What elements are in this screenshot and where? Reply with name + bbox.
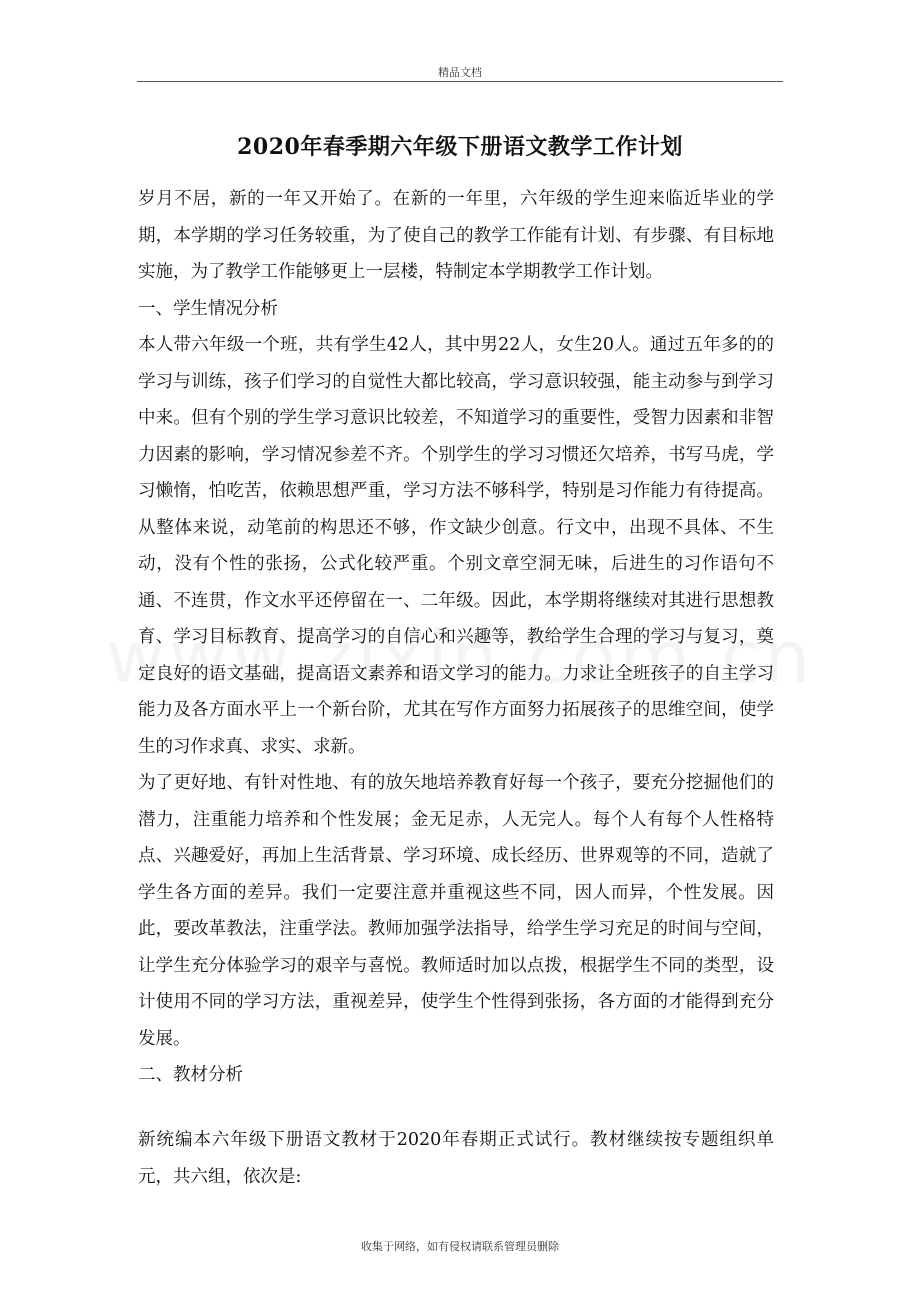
page-header: 精品文档 — [438, 66, 482, 79]
section-heading-materials: 二、教材分析 — [138, 1065, 243, 1085]
materials-body — [138, 1122, 774, 1195]
document-title: 2020年春季期六年级下册语文教学工作计划 — [237, 134, 683, 160]
teaching-approach-paragraph: 为了更好地、有针对性地、有的放矢地培养教育好每一个孩子，要充分挖掘他们的潜力，注重能力培养和个性发展；金无足赤，人无完人。每个人有每个人性格特点、兴趣爱好，再加上生活背景、学习环境、成长经历、世界观等的不同，造就了学生各方面的差异。我们一定要注意并重视这些不同，因人而异，个性发展。因此，要改革教法，注重学法。教师加强学法指导，给学生学习充足的时间与空间，让学生充分体验学习的艰辛与喜悦。教师适时加以点拨，根据学生不同的类型，设计使用不同的学习方法，重视差异，使学生个性得到张扬，各方面的才能得到充分发展。 — [138, 773, 774, 1049]
header-divider — [137, 81, 783, 82]
page-footer: 收集于网络，如有侵权请联系管理员删除 — [361, 1240, 559, 1253]
students-analysis-paragraph: 本人带六年级一个班，共有学生42人，其中男22人，女生20人。通过五年多的的学习与训练，孩子们学习的自觉性大都比较高，学习意识较强，能主动参与到学习中来。但有个别的学生学习意识比较差，不知道学习的重要性，受智力因素和非智力因素的影响，学习情况参差不齐。个别学生的学习习惯还欠培养，书写马虎，学习懒惰，怕吃苦，依赖思想严重，学习方法不够科学，特别是习作能力有待提高。从整体来说，动笔前的构思还不够，作文缺少创意。行文中，出现不具体、不生动，没有个性的张扬，公式化较严重。个别文章空洞无味，后进生的习作语句不通、不连贯，作文水平还停留在一、二年级。因此，本学期将继续对其进行思想教育、学习目标教育、提高学习的自信心和兴趣等，教给学生合理的学习与复习，奠定良好的语文基础，提高语文素养和语文学习的能力。力求让全班孩子的自主学习能力及各方面水平上一个新台阶，尤其在写作方面努力拓展孩子的思维空间，使学生的习作求真、求实、求新。 — [138, 335, 774, 757]
section-heading-students: 一、学生情况分析 — [138, 298, 278, 319]
materials-paragraph: 新统编本六年级下册语文教材于2020年春期正式试行。教材继续按专题组织单元，共六组，依次是: — [138, 1130, 774, 1187]
document-body — [138, 181, 774, 1094]
intro-paragraph: 岁月不居，新的一年又开始了。在新的一年里，六年级的学生迎来临近毕业的学期，本学期的学习任务较重，为了使自己的教学工作能有计划、有步骤、有目标地实施，为了教学工作能够更上一层楼，特制定本学期教学工作计划。 — [138, 189, 774, 282]
